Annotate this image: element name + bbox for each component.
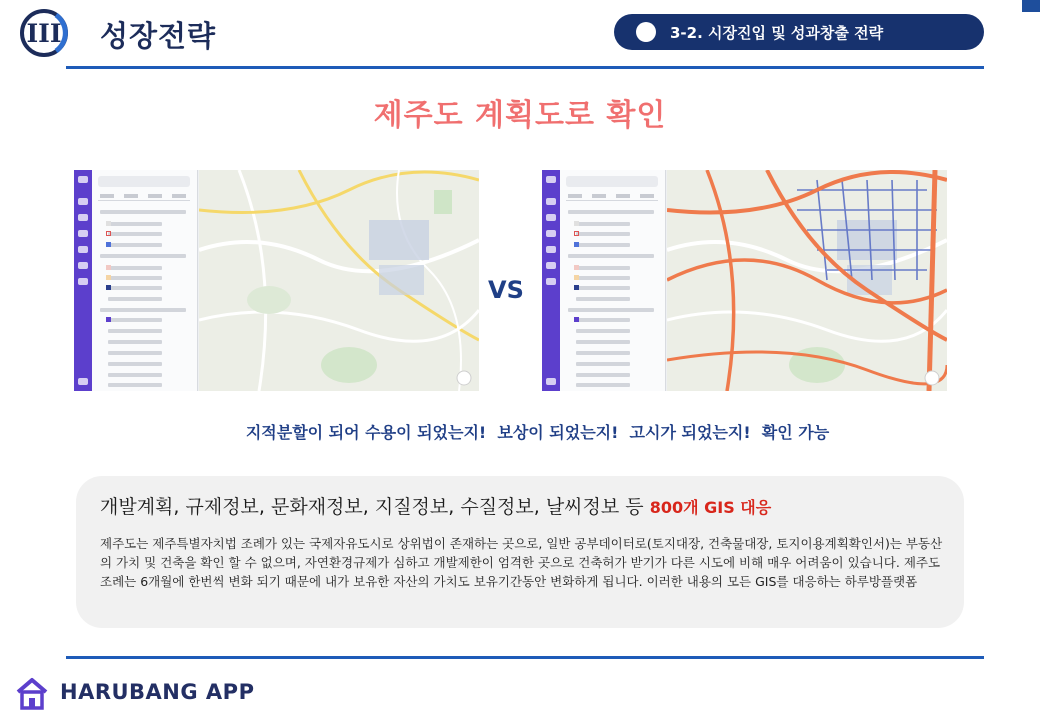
base-map [199, 170, 479, 391]
bullet-circle-icon [636, 22, 656, 42]
section-title: 성장전략 [100, 19, 217, 53]
section-badge [18, 6, 94, 60]
versus-label: VS [488, 276, 524, 304]
corner-accent [1022, 0, 1040, 12]
app-side-rail [74, 170, 92, 391]
comparison-caption: 지적분할이 되어 수용이 되었는지! 보상이 되었는지! 고시가 되었는지! 확인 가능 [245, 423, 830, 442]
info-heading [100, 492, 771, 519]
info-card [76, 476, 964, 628]
brand-name: HARUBANG APP [60, 680, 255, 704]
app-side-rail [542, 170, 560, 391]
section-numeral: III [26, 19, 62, 48]
layer-panel [560, 170, 666, 391]
house-logo-icon [14, 675, 50, 711]
page-title: 제주도 계획도로 확인 [373, 98, 667, 133]
info-heading-text: 개발계획, 규제정보, 문화재정보, 지질정보, 수질정보, 날씨정보 등 [100, 496, 644, 518]
planned-road-map [667, 170, 947, 391]
map-screenshot-before [74, 170, 479, 391]
map-screenshot-after [542, 170, 947, 391]
footer-divider [66, 656, 984, 659]
info-body: 제주도는 제주특별자치법 조례가 있는 국제자유도시로 상위법이 존재하는 곳으로, 일반 공부데이터로(토지대장, 건축물대장, 토지이용계획확인서)는 부동산의 가치 및 건축을 확인 할 수 없으며, 자연환경규제가 심하고 개발제한이 엄격한 곳으로 건축허가 받기가 다른 시도에 비해 매우 어려움이 있습니다. 제주도 조례는 6개월에 한번씩 변화 되기 때문에 내가 보유한 자산의 가치도 보유기간동안 변화하게 됩니다. 이러한 내용의 모든 GIS를 대응하는 하루방플랫폼 [100, 536, 943, 589]
subsection-pill [614, 14, 984, 50]
subsection-title: 3-2. 시장진입 및 성과창출 전략 [670, 24, 884, 42]
header-divider [66, 66, 984, 69]
gis-highlight: 800개 GIS 대응 [649, 498, 772, 517]
layer-panel [92, 170, 198, 391]
